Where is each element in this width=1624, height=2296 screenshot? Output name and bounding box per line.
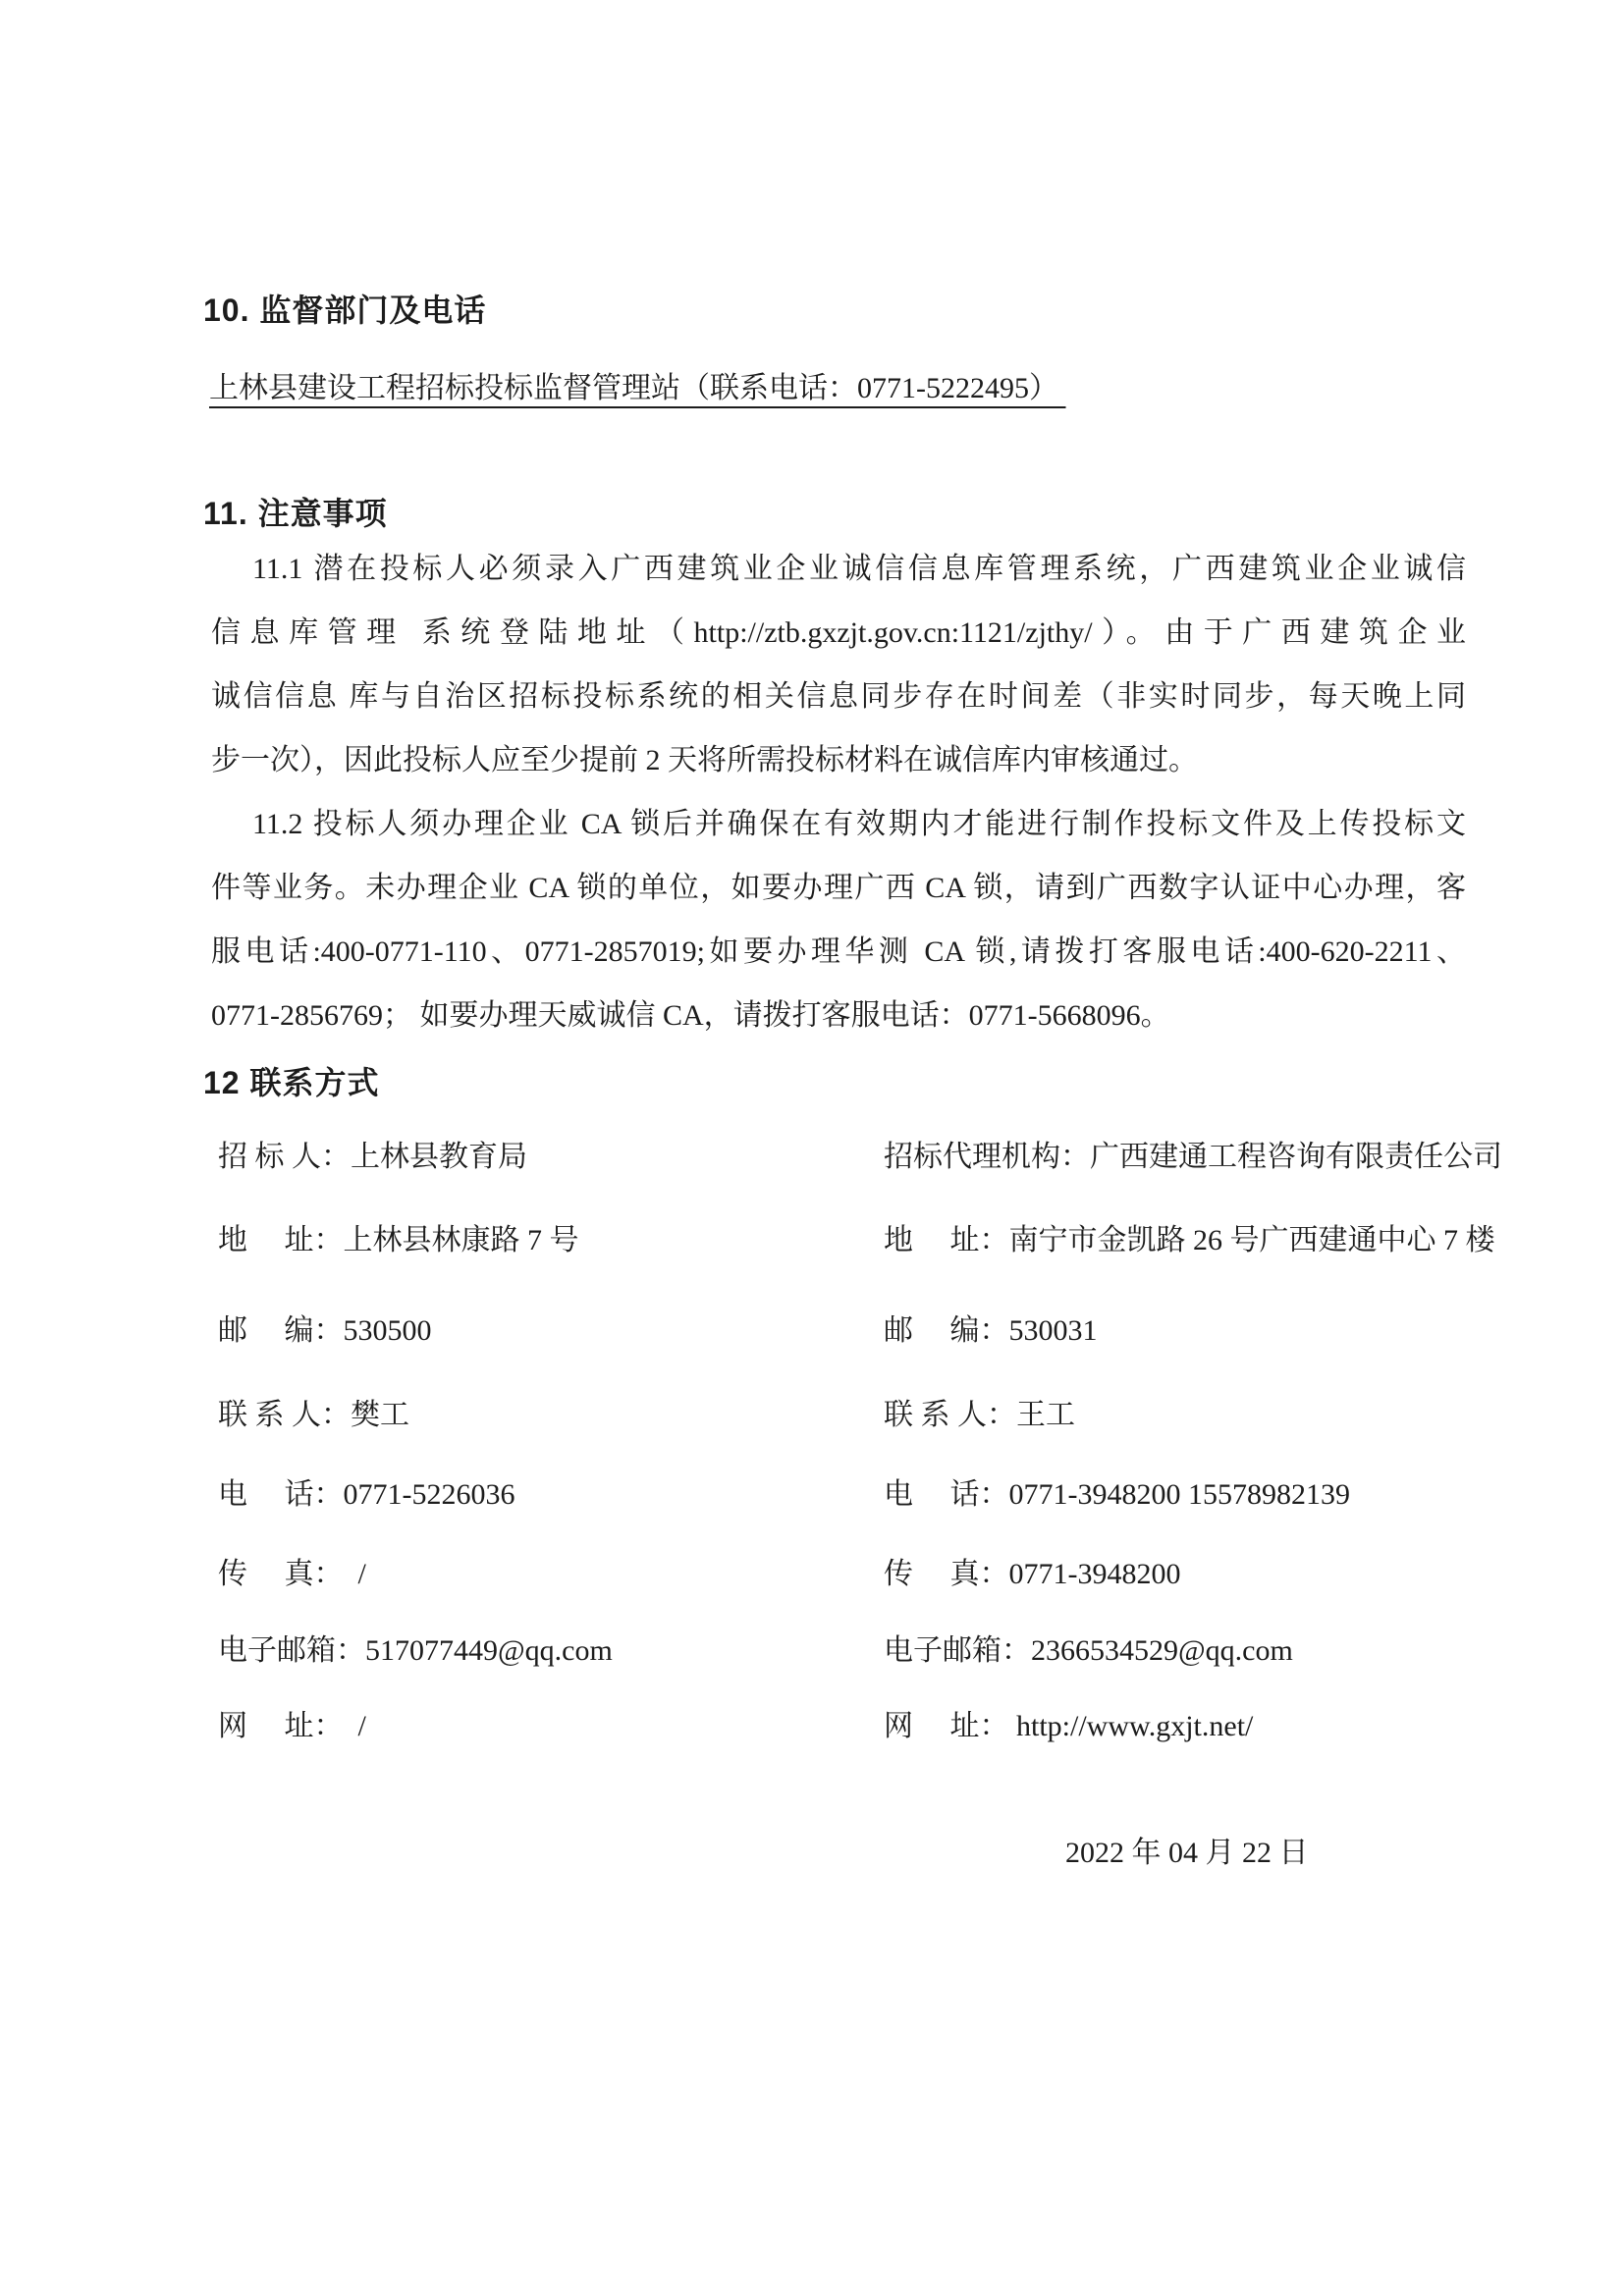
tenderer-website-value: /: [328, 1710, 366, 1742]
agency-name-label: 招标代理机构：: [884, 1141, 1090, 1173]
tenderer-website-row: [218, 1701, 366, 1744]
agency-phone-row: [884, 1469, 1350, 1513]
paragraph-11-2-line-1: 11.2 投标人须办理企业 CA 锁后并确保在有效期内才能进行制作投标文件及上传投标文: [252, 808, 1466, 840]
agency-website-value: http://www.gxjt.net/: [1008, 1710, 1254, 1742]
agency-contact-row: [884, 1390, 1075, 1433]
tenderer-zip-value: 530500: [343, 1314, 432, 1347]
agency-contact-value: 王工: [1016, 1399, 1075, 1431]
agency-phone-value: 0771-3948200 15578982139: [1008, 1478, 1350, 1511]
tenderer-email-value: 517077449@qq.com: [365, 1634, 613, 1667]
agency-email-label: 电子邮箱：: [884, 1634, 1031, 1667]
agency-phone-label: 电 话：: [884, 1478, 1009, 1511]
tenderer-address-row: [218, 1215, 579, 1258]
tenderer-email-label: 电子邮箱：: [218, 1634, 365, 1667]
tenderer-zip-row: [218, 1306, 432, 1349]
agency-address-row: [884, 1215, 1495, 1258]
tenderer-contact-row: [218, 1390, 409, 1433]
tenderer-address-label: 地 址：: [218, 1224, 344, 1256]
agency-email-row: [884, 1626, 1293, 1669]
agency-website-row: [884, 1701, 1253, 1744]
agency-website-label: 网 址：: [884, 1710, 1009, 1742]
agency-zip-value: 530031: [1008, 1314, 1098, 1347]
paragraph-11-2-line-3: 服电话:400-0771-110、0771-2857019;如要办理华测 CA 锁,请拨打客服电话:400-620-2211、: [211, 935, 1466, 968]
tenderer-phone-value: 0771-5226036: [343, 1478, 515, 1511]
agency-zip-label: 邮 编：: [884, 1314, 1009, 1347]
tenderer-website-label: 网 址：: [218, 1710, 329, 1742]
tenderer-phone-label: 电 话：: [218, 1478, 344, 1511]
tenderer-fax-label: 传 真：: [218, 1558, 329, 1590]
agency-zip-row: [884, 1306, 1098, 1349]
agency-address-label: 地 址：: [884, 1224, 1009, 1256]
tenderer-phone-row: [218, 1469, 515, 1513]
agency-name-row: [884, 1132, 1502, 1175]
paragraph-11-1-line-2: 信息库管理 系统登陆地址（http://ztb.gxzjt.gov.cn:1121/zjthy/）。由于广西建筑企业: [211, 616, 1466, 649]
document-date: 2022 年 04 月 22 日: [1065, 1837, 1309, 1869]
tenderer-fax-value: /: [328, 1558, 366, 1590]
section-11-heading: 11. 注意事项: [203, 496, 388, 531]
tenderer-name-label: 招 标 人：: [218, 1141, 351, 1173]
tenderer-name-row: [218, 1132, 527, 1175]
section-10-heading: 10. 监督部门及电话: [203, 293, 487, 328]
agency-fax-label: 传 真：: [884, 1558, 1009, 1590]
paragraph-11-2-line-2: 件等业务。未办理企业 CA 锁的单位，如要办理广西 CA 锁，请到广西数字认证中心办理，客: [211, 872, 1466, 904]
tenderer-name-value: 上林县教育局: [351, 1141, 527, 1173]
agency-contact-label: 联 系 人：: [884, 1399, 1016, 1431]
section-10-body-underlined: 上林县建设工程招标投标监督管理站（联系电话：0771-5222495）: [209, 372, 1066, 404]
paragraph-11-1-line-3: 诚信信息 库与自治区招标投标系统的相关信息同步存在时间差（非实时同步，每天晚上同: [211, 680, 1466, 713]
tenderer-contact-label: 联 系 人：: [218, 1399, 351, 1431]
section-12-heading: 12 联系方式: [203, 1065, 380, 1100]
tenderer-email-row: [218, 1626, 613, 1669]
agency-address-value: 南宁市金凯路 26 号广西建通中心 7 楼: [1008, 1224, 1495, 1256]
paragraph-11-1-line-1: 11.1 潜在投标人必须录入广西建筑业企业诚信信息库管理系统，广西建筑业企业诚信: [252, 553, 1466, 585]
paragraph-11-2-line-4: 0771-2856769； 如要办理天威诚信 CA，请拨打客服电话：0771-5668096。: [211, 999, 1170, 1032]
agency-email-value: 2366534529@qq.com: [1031, 1634, 1293, 1667]
agency-fax-value: 0771-3948200: [1008, 1558, 1181, 1590]
paragraph-11-1-line-4: 步一次），因此投标人应至少提前 2 天将所需投标材料在诚信库内审核通过。: [211, 744, 1198, 776]
agency-fax-row: [884, 1549, 1181, 1592]
tenderer-contact-value: 樊工: [351, 1399, 409, 1431]
tenderer-zip-label: 邮 编：: [218, 1314, 344, 1347]
tenderer-address-value: 上林县林康路 7 号: [343, 1224, 579, 1256]
tenderer-fax-row: [218, 1549, 366, 1592]
agency-name-value: 广西建通工程咨询有限责任公司: [1090, 1141, 1502, 1173]
